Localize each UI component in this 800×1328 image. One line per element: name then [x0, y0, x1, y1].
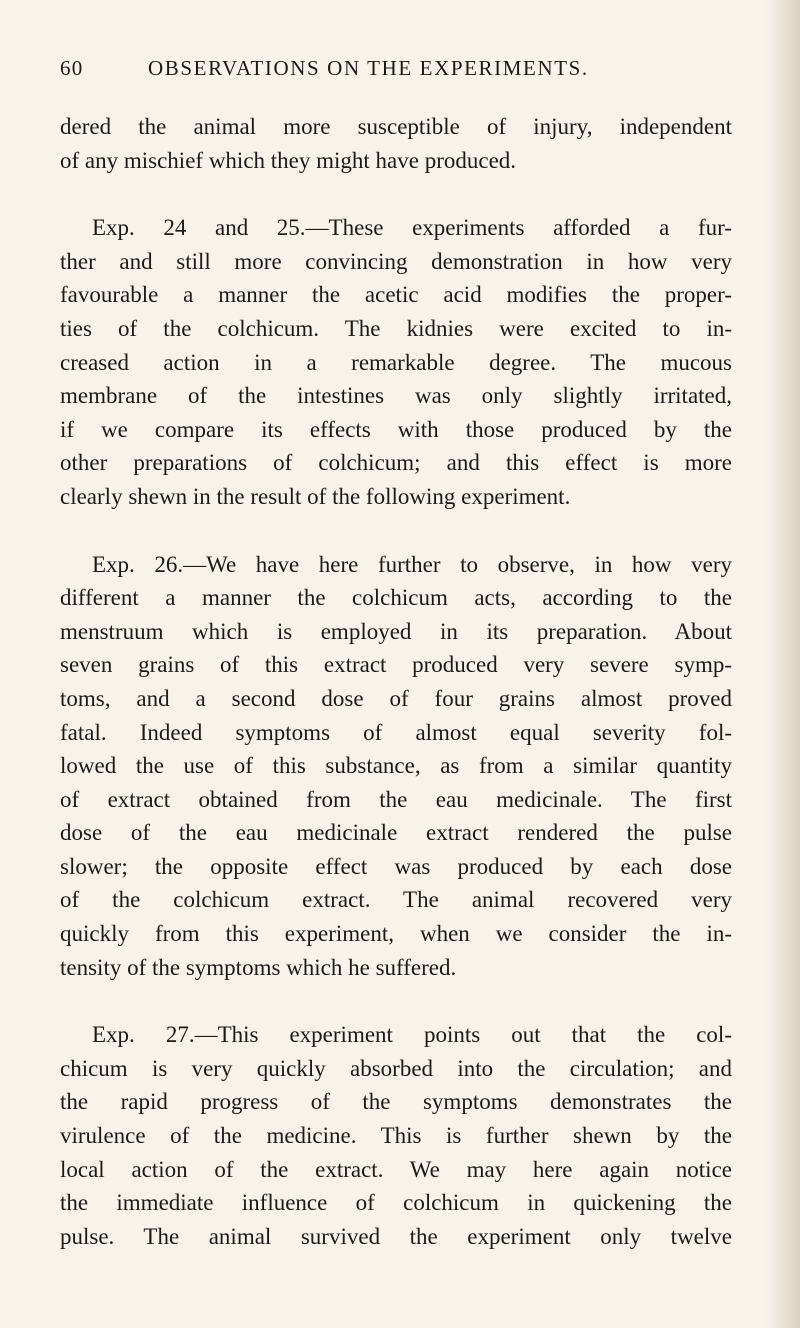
text-line: of extract obtained from the eau medicinale. The first — [60, 786, 732, 812]
text-line: other preparations of colchicum; and this effect is more — [60, 450, 732, 476]
body-text — [60, 110, 732, 1253]
text-line: Exp. 24 and 25.—These experiments afforded a fur- — [92, 215, 732, 241]
text-line: favourable a manner the acetic acid modifies the proper- — [60, 282, 732, 308]
paragraph-continuation — [60, 110, 732, 177]
text-line: toms, and a second dose of four grains almost proved — [60, 685, 732, 711]
text-line: Exp. 27.—This experiment points out that the col- — [92, 1022, 732, 1048]
text-line: Exp. 26.—We have here further to observe, in how very — [92, 551, 732, 577]
text-line: dered the animal more susceptible of injury, independent — [60, 114, 732, 139]
page-edge-shadow — [766, 0, 800, 1328]
text-line: creased action in a remarkable degree. The mucous — [60, 349, 732, 375]
text-line: dose of the eau medicinale extract rendered the pulse — [60, 820, 732, 846]
text-line: slower; the opposite effect was produced by each dose — [60, 853, 732, 879]
text-line: the rapid progress of the symptoms demonstrates the — [60, 1089, 732, 1115]
text-line: membrane of the intestines was only slightly irritated, — [60, 383, 732, 409]
text-line: quickly from this experiment, when we consider the in- — [60, 921, 732, 947]
text-line: clearly shewn in the result of the following experiment. — [60, 483, 571, 509]
text-line: of the colchicum extract. The animal recovered very — [60, 887, 732, 913]
text-line: of any mischief which they might have produced. — [60, 147, 517, 173]
text-line: fatal. Indeed symptoms of almost equal severity fol- — [60, 719, 732, 745]
paragraph-exp-26 — [60, 548, 732, 985]
paragraph-exp-27 — [60, 1018, 732, 1253]
text-line: chicum is very quickly absorbed into the circulation; and — [60, 1055, 732, 1081]
text-line: different a manner the colchicum acts, according to the — [60, 585, 732, 611]
text-line: if we compare its effects with those produced by the — [60, 416, 732, 442]
running-head — [60, 56, 700, 86]
paragraph-exp-24-25 — [60, 211, 732, 513]
text-line: tensity of the symptoms which he suffered. — [60, 954, 457, 980]
text-line: lowed the use of this substance, as from a similar quantity — [60, 753, 732, 779]
text-line: menstruum which is employed in its preparation. About — [60, 618, 732, 644]
text-line: ties of the colchicum. The kidnies were excited to in- — [60, 315, 732, 341]
text-line: local action of the extract. We may here again notice — [60, 1156, 732, 1182]
text-line: ther and still more convincing demonstration in how very — [60, 248, 732, 274]
text-line: the immediate influence of colchicum in quickening the — [60, 1190, 732, 1216]
text-line: pulse. The animal survived the experiment only twelve — [60, 1223, 732, 1249]
running-title: OBSERVATIONS ON THE EXPERIMENTS. — [148, 56, 589, 80]
text-line: virulence of the medicine. This is further shewn by the — [60, 1123, 732, 1149]
text-line: seven grains of this extract produced very severe symp- — [60, 652, 732, 678]
page-number: 60 — [60, 56, 84, 80]
